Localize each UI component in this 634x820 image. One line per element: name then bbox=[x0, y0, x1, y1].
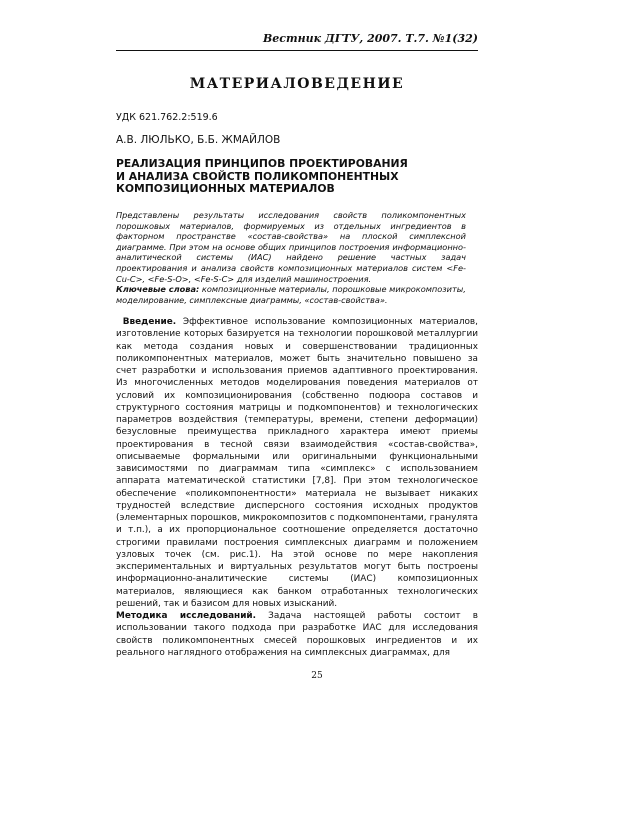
article-body bbox=[116, 316, 478, 659]
udc-code: УДК 621.762.2:519.6 bbox=[116, 112, 218, 123]
abstract: Представлены результаты исследования свойств поликомпонентных порошковых материалов, формируемых из отдельных ингредиентов в факторном пространстве «состав-свойства» на плоской симплексной диаграмме. При этом на основе общих принципов построения информационно-аналитической системы (ИАС) найдено решение частных задач проектирования и анализа свойств композиционных материалов систем <Fe-Cu-C>, <Fe-S-O>, <Fe-S-C> для изделий машиностроения. bbox=[116, 210, 466, 284]
keywords bbox=[116, 284, 472, 305]
article-title bbox=[116, 158, 408, 196]
section-title: МАТЕРИАЛОВЕДЕНИЕ bbox=[189, 76, 405, 92]
intro-label: Введение. bbox=[122, 317, 177, 327]
title-line: РЕАЛИЗАЦИЯ ПРИНЦИПОВ ПРОЕКТИРОВАНИЯ bbox=[116, 157, 408, 170]
title-line: КОМПОЗИЦИОННЫХ МАТЕРИАЛОВ bbox=[116, 182, 335, 195]
method-label: Методика исследований. bbox=[116, 611, 256, 621]
keywords-label: Ключевые слова: bbox=[116, 284, 200, 294]
authors: А.В. ЛЮЛЬКО, Б.Б. ЖМАЙЛОВ bbox=[116, 134, 281, 146]
method-text: Задача настоящей работы состоит в использовании такого подхода при разработке ИАС для исследования свойств поликомпонентных смесей порошковых ингредиентов и их реального наглядного отображения на симплексных диаграммах, для bbox=[116, 611, 478, 658]
journal-header: Вестник ДГТУ, 2007. Т.7. №1(32) bbox=[263, 32, 478, 45]
intro-text: Эффективное использование композиционных материалов, изготовление которых базируется на технологии порошковой металлургии как метода создания новых и совершенствовании традиционных поликомпонентных материалов, может быть значительно повышено за счет разработки и использования приемов адаптивного проектирования. Из многочисленных методов моделирования поведения материалов от условий их композиционирования (собственно подюора составов и структурного состояния матрицы и подкомпонентов) и технологических параметров воздействия (температуры, времени, степени деформации) безусловные преимущества прикладного характера имеют приемы проектирования в тесной связи взаимодействия «состав-свойства», описываемые формальными или оригинальными функциональными зависимостями по диаграммам типа «симплекс» с использованием аппарата математической статистики [7,8]. При этом технологическое обеспечение «поликомпонентности» материала не вызывает никаких трудностей вследствие дисперсного состояния исходных продуктов (элементарных порошков, микрокомпозитов с подкомпонентами, гранулята и т.п.), а их пропорциональное соотношение определяется достаточно строгими правилами построения симплексных диаграмм и положением узловых точек (см. рис.1). На этой основе по мере накопления экспериментальных и виртуальных результатов могут быть построены информационно-аналитические системы (ИАС) композиционных материалов, являющиеся как банком отработанных технологических решений, так и базисом для новых изысканий. bbox=[116, 317, 478, 609]
keywords-text: композиционные материалы, порошковые микрокомпозиты, моделирование, симплексные диаграммы, «состав-свойства». bbox=[116, 284, 466, 305]
intro-paragraph bbox=[116, 316, 478, 610]
header-rule bbox=[116, 50, 478, 51]
title-line: И АНАЛИЗА СВОЙСТВ ПОЛИКОМПОНЕНТНЫХ bbox=[116, 169, 399, 183]
page-number: 25 bbox=[311, 671, 323, 681]
method-paragraph bbox=[116, 610, 478, 659]
